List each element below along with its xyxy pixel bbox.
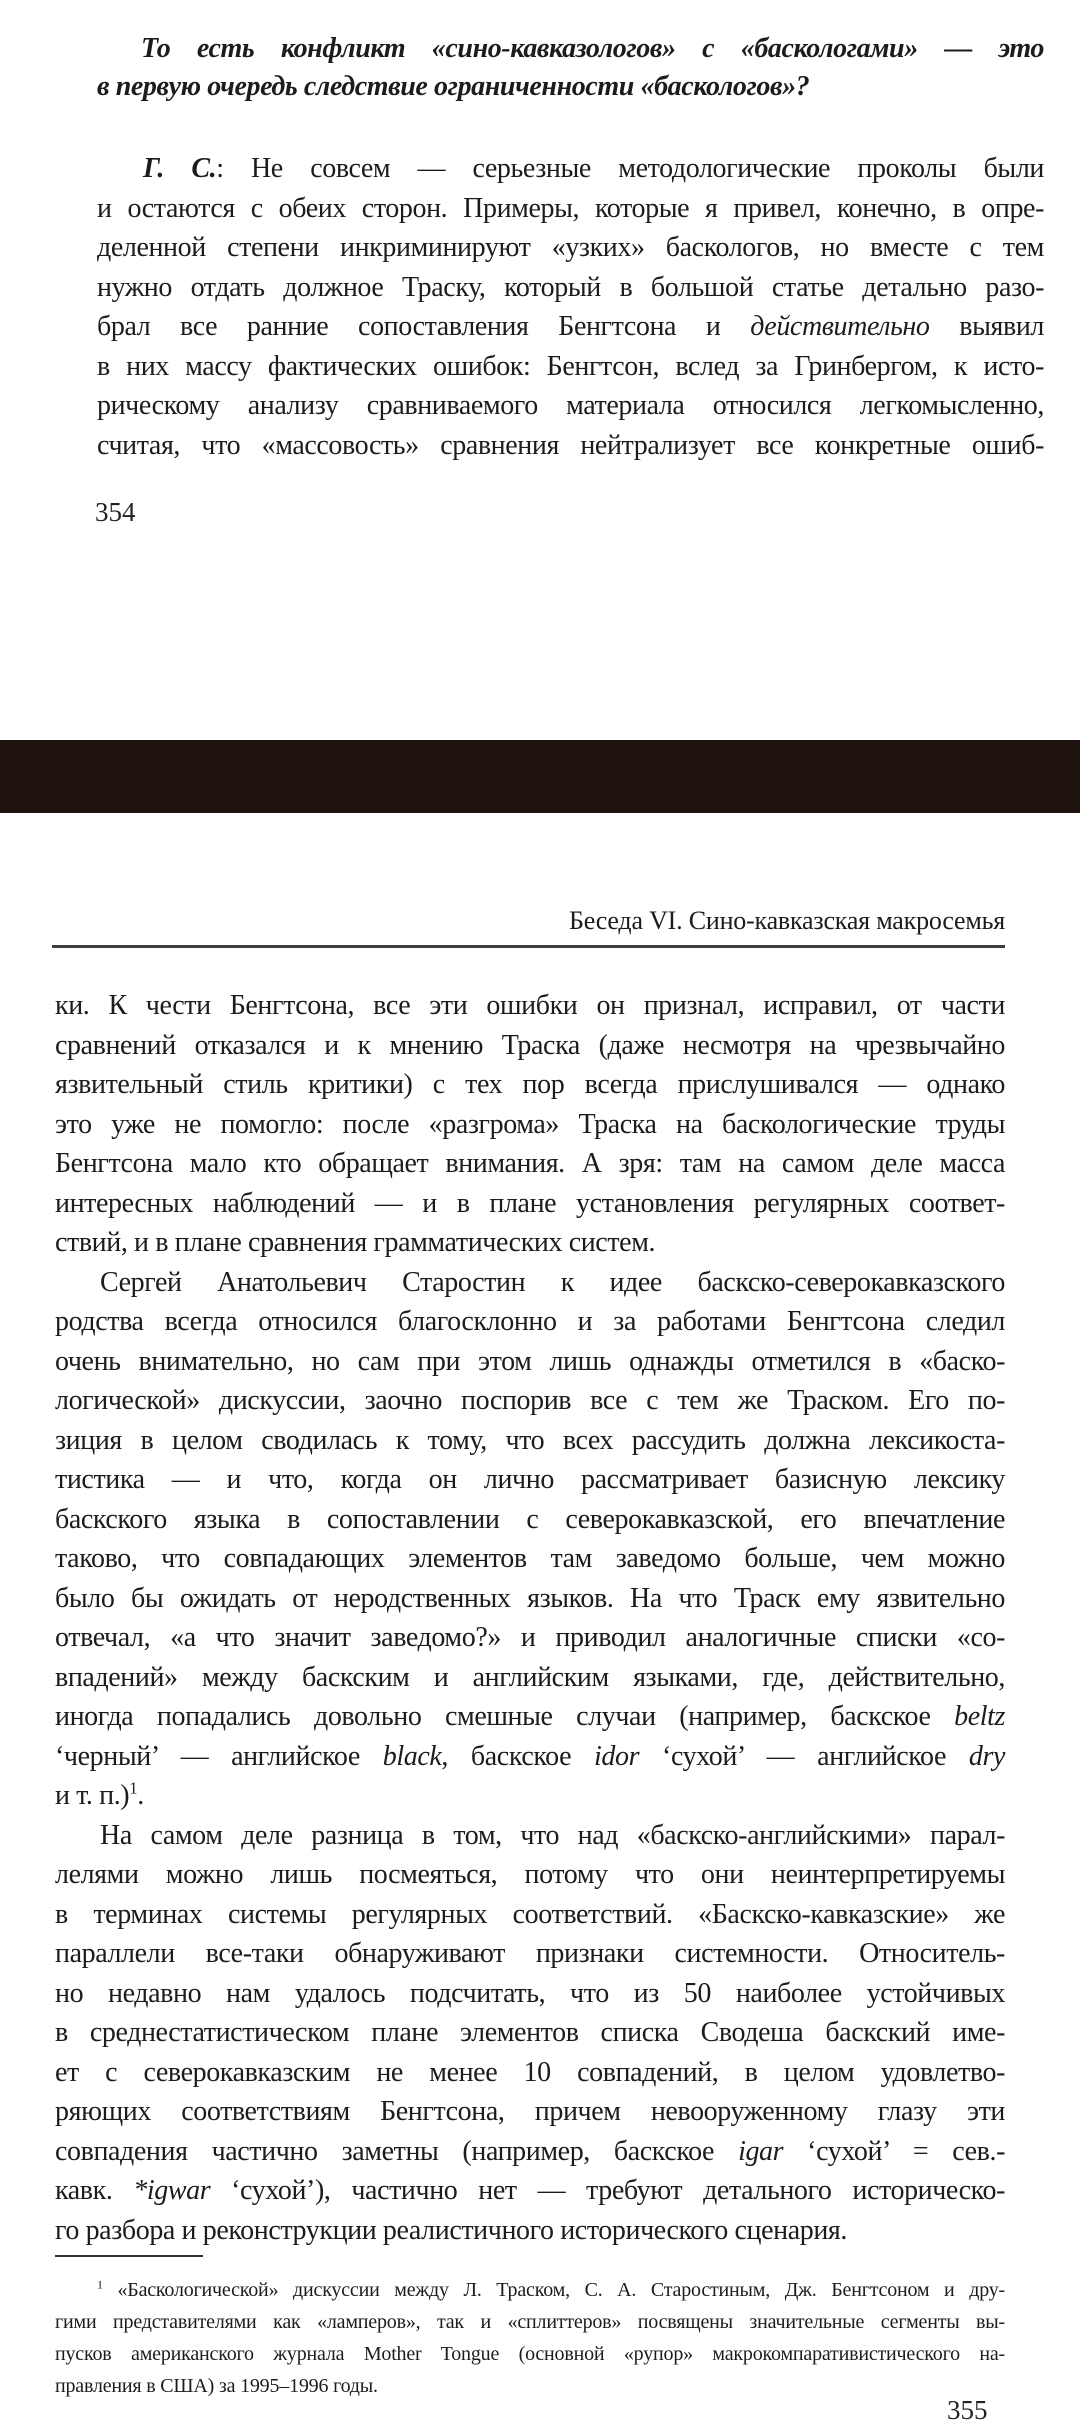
running-header: Беседа VI. Сино-кавказская макросемья (569, 906, 1005, 935)
text-line: го разбора и реконструкции реалистичного исторического сценария. (55, 2214, 848, 2246)
header-rule (52, 945, 1005, 948)
text-line: ряющих соответствиям Бенгтсона, причем невооруженному глазу эти (55, 2096, 1005, 2127)
text-line: рическому анализу сравниваемого материала относился легкомысленно, (97, 390, 1044, 421)
text-line: ‘черный’ — английское black, баскское idor ‘сухой’ — английское dry (55, 1740, 1005, 1772)
text-line: тистика — и что, когда он лично рассматривает базисную лексику (55, 1464, 1005, 1495)
text-line: кавк. *igwar ‘сухой’), частично нет — требуют детального историческо- (55, 2175, 1005, 2206)
text-line: считая, что «массовость» сравнения нейтрализует все конкретные ошиб- (97, 429, 1044, 461)
text-line: в первую очередь следствие ограниченности «баскологов»? (97, 71, 810, 102)
text-line: родства всегда относился благосклонно и за работами Бенгтсона следил (55, 1306, 1005, 1337)
paragraph (55, 986, 1005, 1263)
text-line: параллели все-таки обнаруживают признаки системности. Относитель- (55, 1938, 1005, 1969)
text-line: Г. С.: Не совсем — серьезные методологические проколы были (143, 153, 1044, 184)
text-line: деленной степени инкриминируют «узких» баскологов, но вместе с тем (97, 232, 1044, 263)
page-number-355: 355 (947, 2395, 988, 2425)
text-line: ки. К чести Бенгтсона, все эти ошибки он признал, исправил, от части (55, 990, 1005, 1021)
text-line: зиция в целом сводилась к тому, что всех рассудить должна лексикоста- (55, 1424, 1005, 1456)
text-line: брал все ранние сопоставления Бенгтсона и действительно выявил (97, 311, 1044, 342)
text-line: сравнений отказался и к мнению Траска (даже несмотря на чрезвычайно (55, 1029, 1005, 1061)
paragraph (55, 1816, 1005, 2251)
text-line: баскского языка в сопоставлении с северокавказской, его впечатление (55, 1503, 1005, 1535)
text-line: интересных наблюдений — и в плане установления регулярных соответ- (55, 1187, 1005, 1219)
text-line: На самом деле разница в том, что над «баскско-английскими» парал- (100, 1819, 1005, 1851)
page-number-354: 354 (95, 497, 136, 527)
text-line: лелями можно лишь посмеяться, потому что они неинтерпретируемы (55, 1859, 1005, 1890)
text-line: То есть конфликт «сино-кавказологов» с «баскологами» — это (141, 33, 1044, 64)
text-line: это уже не помогло: после «разгрома» Траска на баскологические труды (55, 1108, 1005, 1140)
body-text (55, 986, 1005, 2250)
text-line: в них массу фактических ошибок: Бенгтсон, вслед за Гринбергом, к исто- (97, 350, 1044, 382)
footnote (55, 2274, 1005, 2402)
text-line: и т. п.)$^1$. (55, 1778, 144, 1811)
text-line: нужно отдать должное Траску, который в большой статье детально разо- (97, 271, 1044, 303)
text-line: очень внимательно, но сам при этом лишь однажды отметился в «баско- (55, 1345, 1005, 1377)
answer-paragraph (97, 149, 1044, 465)
text-line: ствий, и в плане сравнения грамматических систем. (55, 1227, 656, 1258)
text-line: ет с северокавказским не менее 10 совпадений, в целом удовлетво- (55, 2056, 1005, 2088)
text-line: Сергей Анатольевич Старостин к идее баскско-северокавказского (100, 1266, 1005, 1298)
page-separator-band (0, 740, 1080, 813)
text-line: в среднестатистическом плане элементов списка Сводеша баскский име- (55, 2017, 1005, 2048)
text-line: язвительный стиль критики) с тех пор всегда прислушивался — однако (55, 1069, 1005, 1100)
text-line: иногда попадались довольно смешные случаи (например, баскское beltz (55, 1701, 1005, 1732)
text-line: в терминах системы регулярных соответствий. «Баскско-кавказские» же (55, 1898, 1005, 1930)
text-line: логической» дискуссии, заочно поспорив все с тем же Траском. Его по- (55, 1385, 1005, 1416)
text-line: $^1$ «Баскологической» дискуссии между Л. Траском, С. А. Старостиным, Дж. Бенгтсоном и дру- (97, 2277, 1005, 2301)
text-line: впадений» между баскским и английским языками, где, действительно, (55, 1661, 1005, 1693)
paragraph (55, 1263, 1005, 1816)
text-line: было бы ожидать от неродственных языков. На что Траск ему язвительно (55, 1582, 1005, 1614)
text-line: Бенгтсона мало кто обращает внимания. А зря: там на самом деле масса (55, 1148, 1005, 1179)
text-line: но недавно нам удалось подсчитать, что из 50 наиболее устойчивых (55, 1977, 1005, 2009)
text-line: и остаются с обеих сторон. Примеры, которые я привел, конечно, в опре- (97, 192, 1044, 224)
text-line: таково, что совпадающих элементов там заведомо больше, чем можно (55, 1543, 1005, 1574)
text-line: гими представителями как «ламперов», так и «сплиттеров» посвящены значительные сегменты вы- (55, 2311, 1005, 2333)
text-line: совпадения частично заметны (например, баскское igar ‘сухой’ = сев.- (55, 2135, 1005, 2167)
interviewer-question (97, 30, 1044, 106)
text-line: правления в США) за 1995–1996 годы. (55, 2375, 378, 2397)
text-line: отвечал, «а что значит заведомо?» и приводил аналогичные списки «со- (55, 1622, 1005, 1653)
footnote-separator (55, 2255, 203, 2257)
text-line: пусков американского журнала Mother Tongue (основной «рупор» макрокомпаративистического на- (55, 2343, 1005, 2365)
